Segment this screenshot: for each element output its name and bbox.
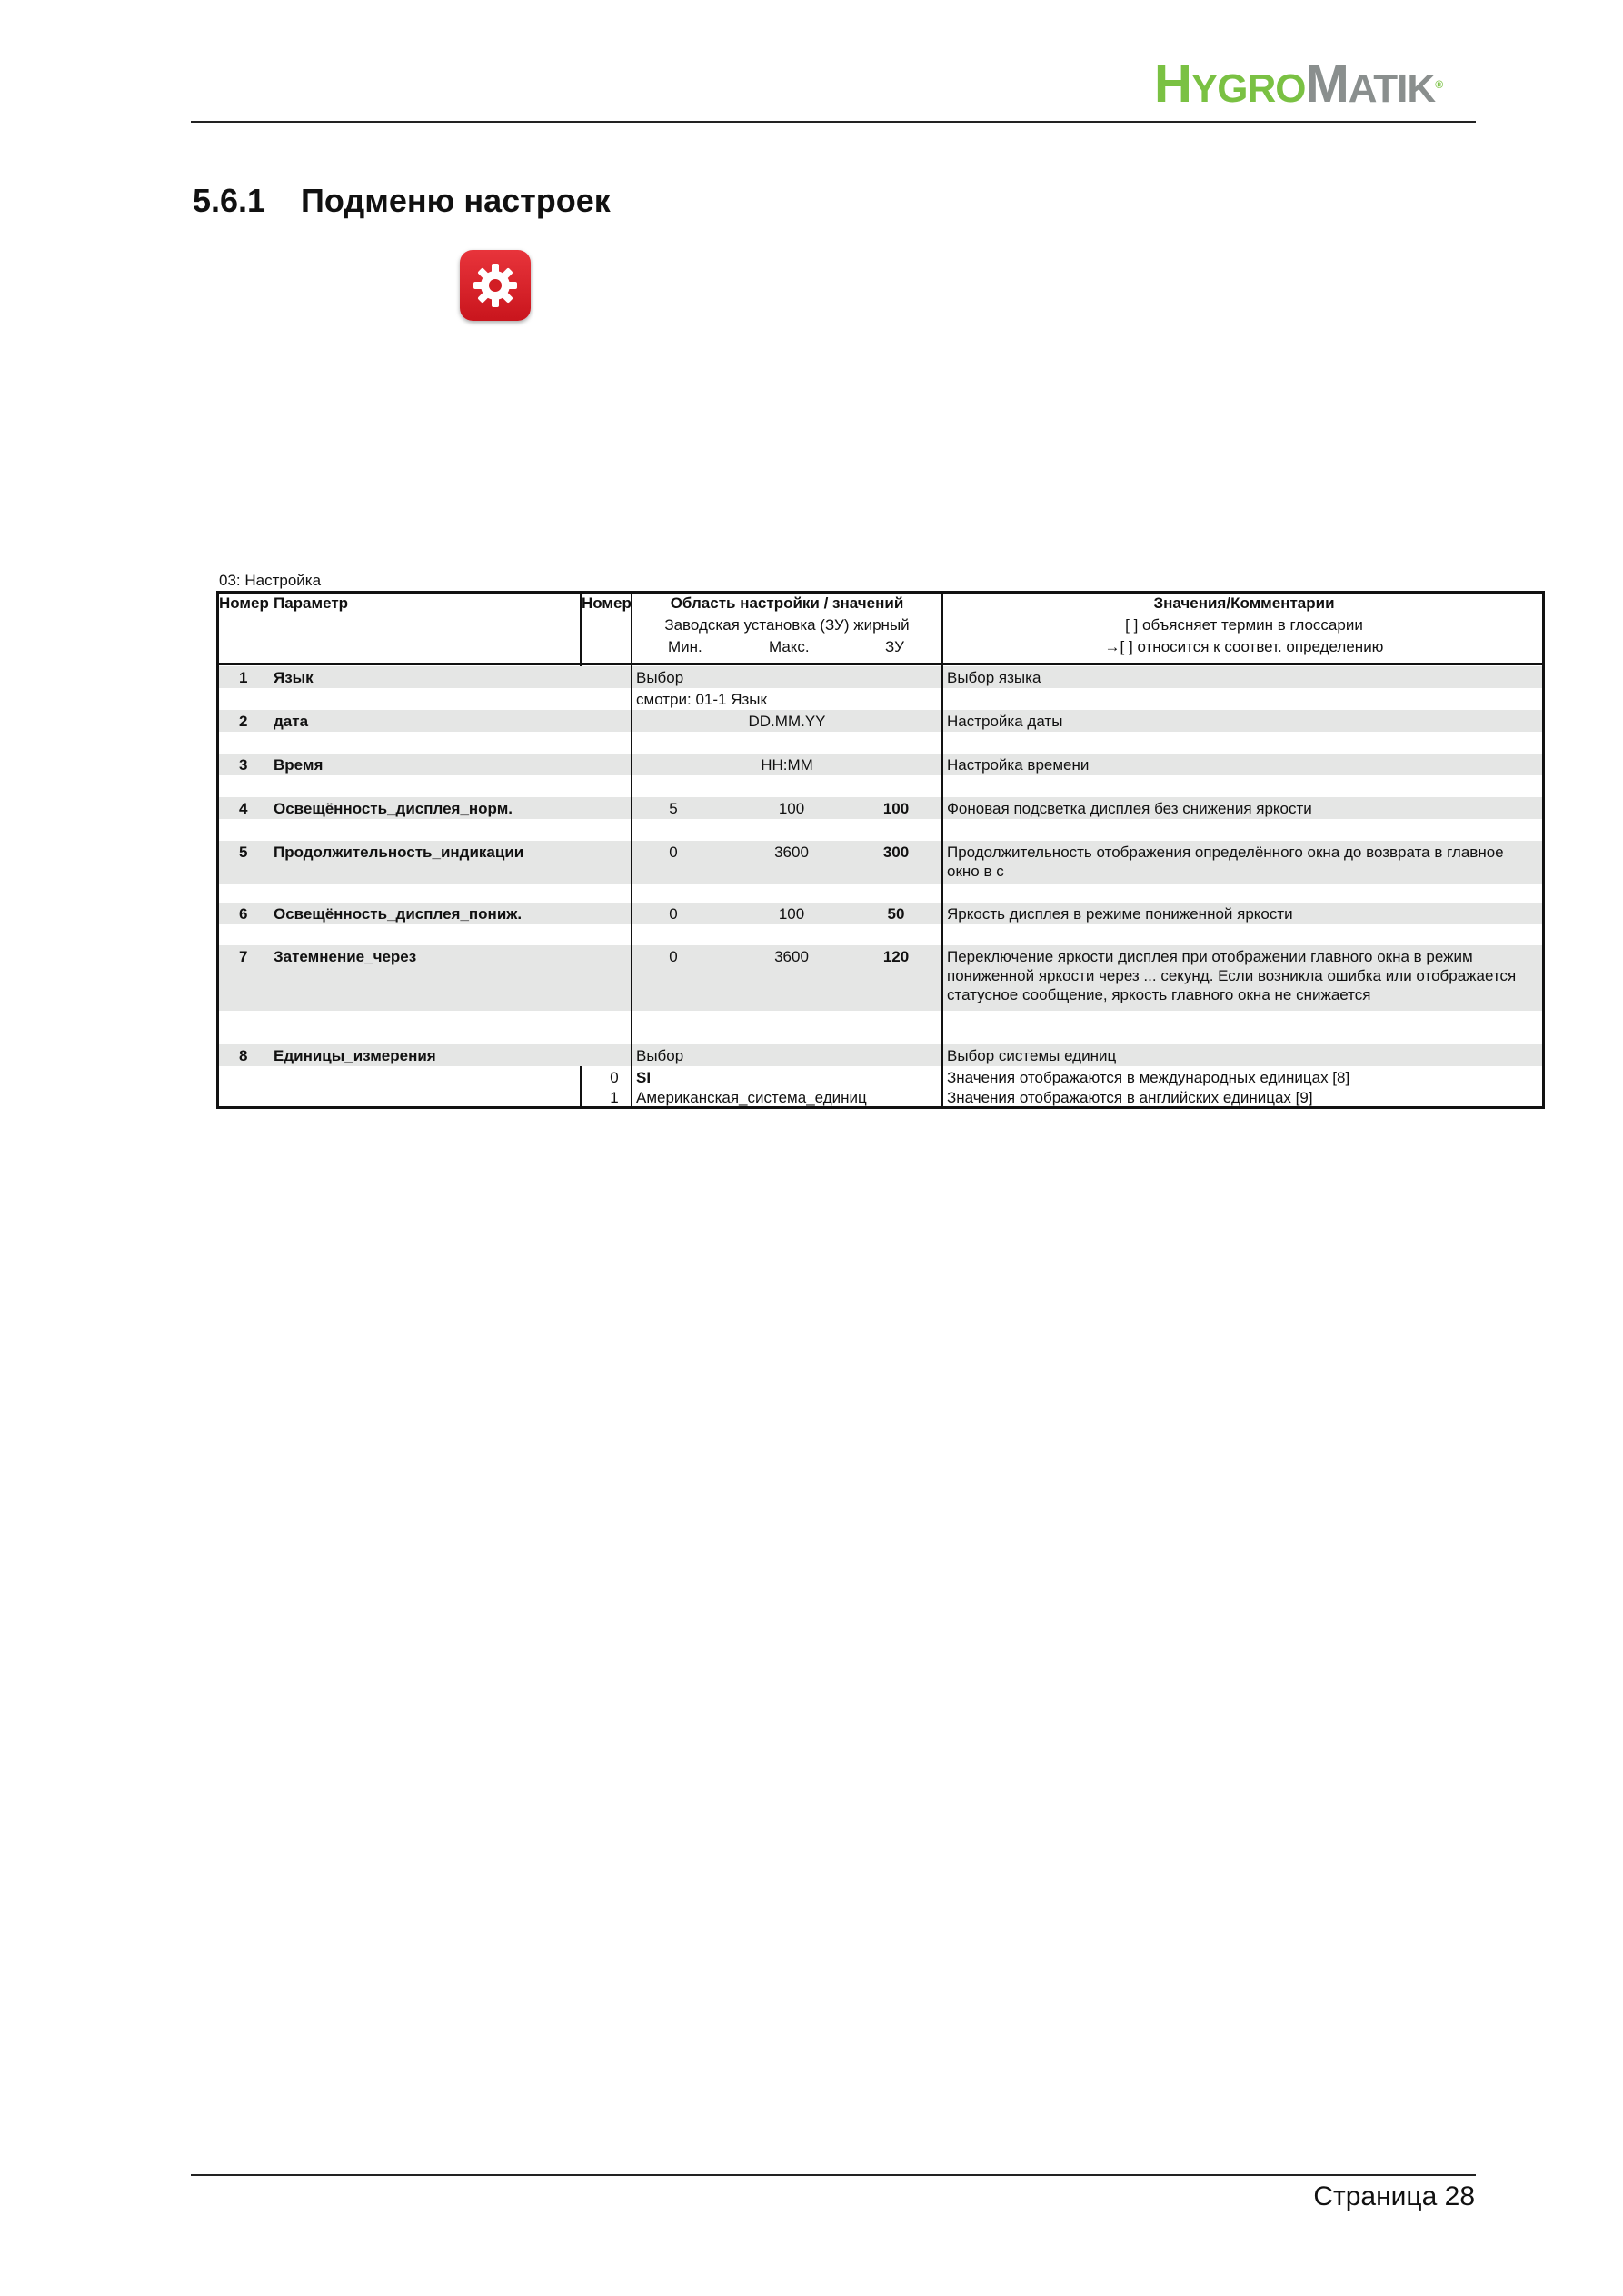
row-7-comment: Переключение яркости дисплея при отображении главного окна в режим пониженной яркости через ... секунд. Если возникла ошибка или отображается статусное сообщение, яркость главного окна не снижается <box>947 948 1517 1003</box>
header-divider <box>191 121 1476 123</box>
row-8-comment: Выбор системы единиц <box>947 1047 1117 1064</box>
row-6-param: Освещённость_дисплея_пониж. <box>274 905 523 923</box>
gear-icon <box>460 250 531 321</box>
header-comments-title: Значения/Комментарии <box>1153 594 1335 612</box>
row-1-range: Выбор <box>636 669 684 686</box>
section-title: Подменю настроек <box>301 182 611 219</box>
row-5-num: 5 <box>239 844 248 861</box>
row-7-min: 0 <box>669 948 678 965</box>
row-7-default: 120 <box>882 948 910 965</box>
row-5-min: 0 <box>669 844 678 861</box>
row-3-comment: Настройка времени <box>947 756 1090 774</box>
option-1-value: Американская_система_единиц <box>636 1089 867 1106</box>
footer-divider <box>191 2174 1476 2176</box>
row-3-range: HH:MM <box>761 756 813 774</box>
option-0-num: 0 <box>610 1069 619 1086</box>
page-number: Страница 28 <box>1313 2181 1475 2211</box>
row-8-num: 8 <box>239 1047 248 1064</box>
row-8-param: Единицы_измерения <box>274 1047 436 1064</box>
col-line-option-num <box>580 1066 582 1106</box>
header-num2: Номер <box>582 594 632 612</box>
col-line-comments <box>941 594 943 1106</box>
hygromatik-logo <box>1154 53 1454 116</box>
table-caption: 03: Настройка <box>219 572 322 589</box>
header-range-sub: Заводская установка (ЗУ) жирный <box>664 616 910 634</box>
row-1-num: 1 <box>239 669 248 686</box>
row-4-min: 5 <box>669 800 678 817</box>
header-comments-sub1: [ ] объясняет термин в глоссарии <box>1125 616 1363 634</box>
row-4-max: 100 <box>778 800 805 817</box>
row-1-range2: смотри: 01-1 Язык <box>636 691 767 708</box>
header-default: ЗУ <box>885 638 904 655</box>
row-5-default: 300 <box>882 844 910 861</box>
row-1-param: Язык <box>274 669 314 686</box>
header-range-title: Область настройки / значений <box>670 594 904 612</box>
row-3-param: Время <box>274 756 324 774</box>
row-6-max: 100 <box>778 905 805 923</box>
row-2-range: DD.MM.YY <box>748 713 826 730</box>
row-7-param: Затемнение_через <box>274 948 417 965</box>
row-4-comment: Фоновая подсветка дисплея без снижения яркости <box>947 800 1312 817</box>
row-4-param: Освещённость_дисплея_норм. <box>274 800 513 817</box>
row-5-param: Продолжительность_индикации <box>274 844 524 861</box>
row-5-comment: Продолжительность отображения определённого окна до возврата в главное окно в с <box>947 844 1504 880</box>
row-band-1 <box>219 666 1542 688</box>
row-1-comment: Выбор языка <box>947 669 1041 686</box>
option-1-num: 1 <box>610 1089 619 1106</box>
header-num: Номер <box>219 594 269 612</box>
row-2-param: дата <box>274 713 309 730</box>
option-0-value: SI <box>636 1069 652 1086</box>
header-comments-sub2: →[ ] относится к соответ. определению <box>1104 638 1384 655</box>
option-0-comment: Значения отображаются в международных единицах [8] <box>947 1069 1350 1086</box>
row-2-num: 2 <box>239 713 248 730</box>
logo-wordmark: HYGROMATIK® <box>1154 55 1443 114</box>
header-min: Мин. <box>668 638 702 655</box>
row-4-num: 4 <box>239 800 248 817</box>
header-max: Макс. <box>769 638 810 655</box>
header-separator <box>219 663 1542 665</box>
section-number: 5.6.1 <box>193 182 266 219</box>
parameter-table <box>216 591 1545 1109</box>
row-7-max: 3600 <box>774 948 809 965</box>
row-3-num: 3 <box>239 756 248 774</box>
row-2-comment: Настройка даты <box>947 713 1063 730</box>
row-5-max: 3600 <box>774 844 809 861</box>
row-6-num: 6 <box>239 905 248 923</box>
col-line-num2 <box>631 594 632 1106</box>
row-6-min: 0 <box>669 905 678 923</box>
row-6-comment: Яркость дисплея в режиме пониженной яркости <box>947 905 1293 923</box>
row-4-default: 100 <box>882 800 910 817</box>
row-8-range: Выбор <box>636 1047 684 1064</box>
gear-icon-graphic <box>468 258 523 313</box>
row-6-default: 50 <box>887 905 905 923</box>
row-7-num: 7 <box>239 948 248 965</box>
header-param: Параметр <box>274 594 349 612</box>
option-1-comment: Значения отображаются в английских единицах [9] <box>947 1089 1313 1106</box>
